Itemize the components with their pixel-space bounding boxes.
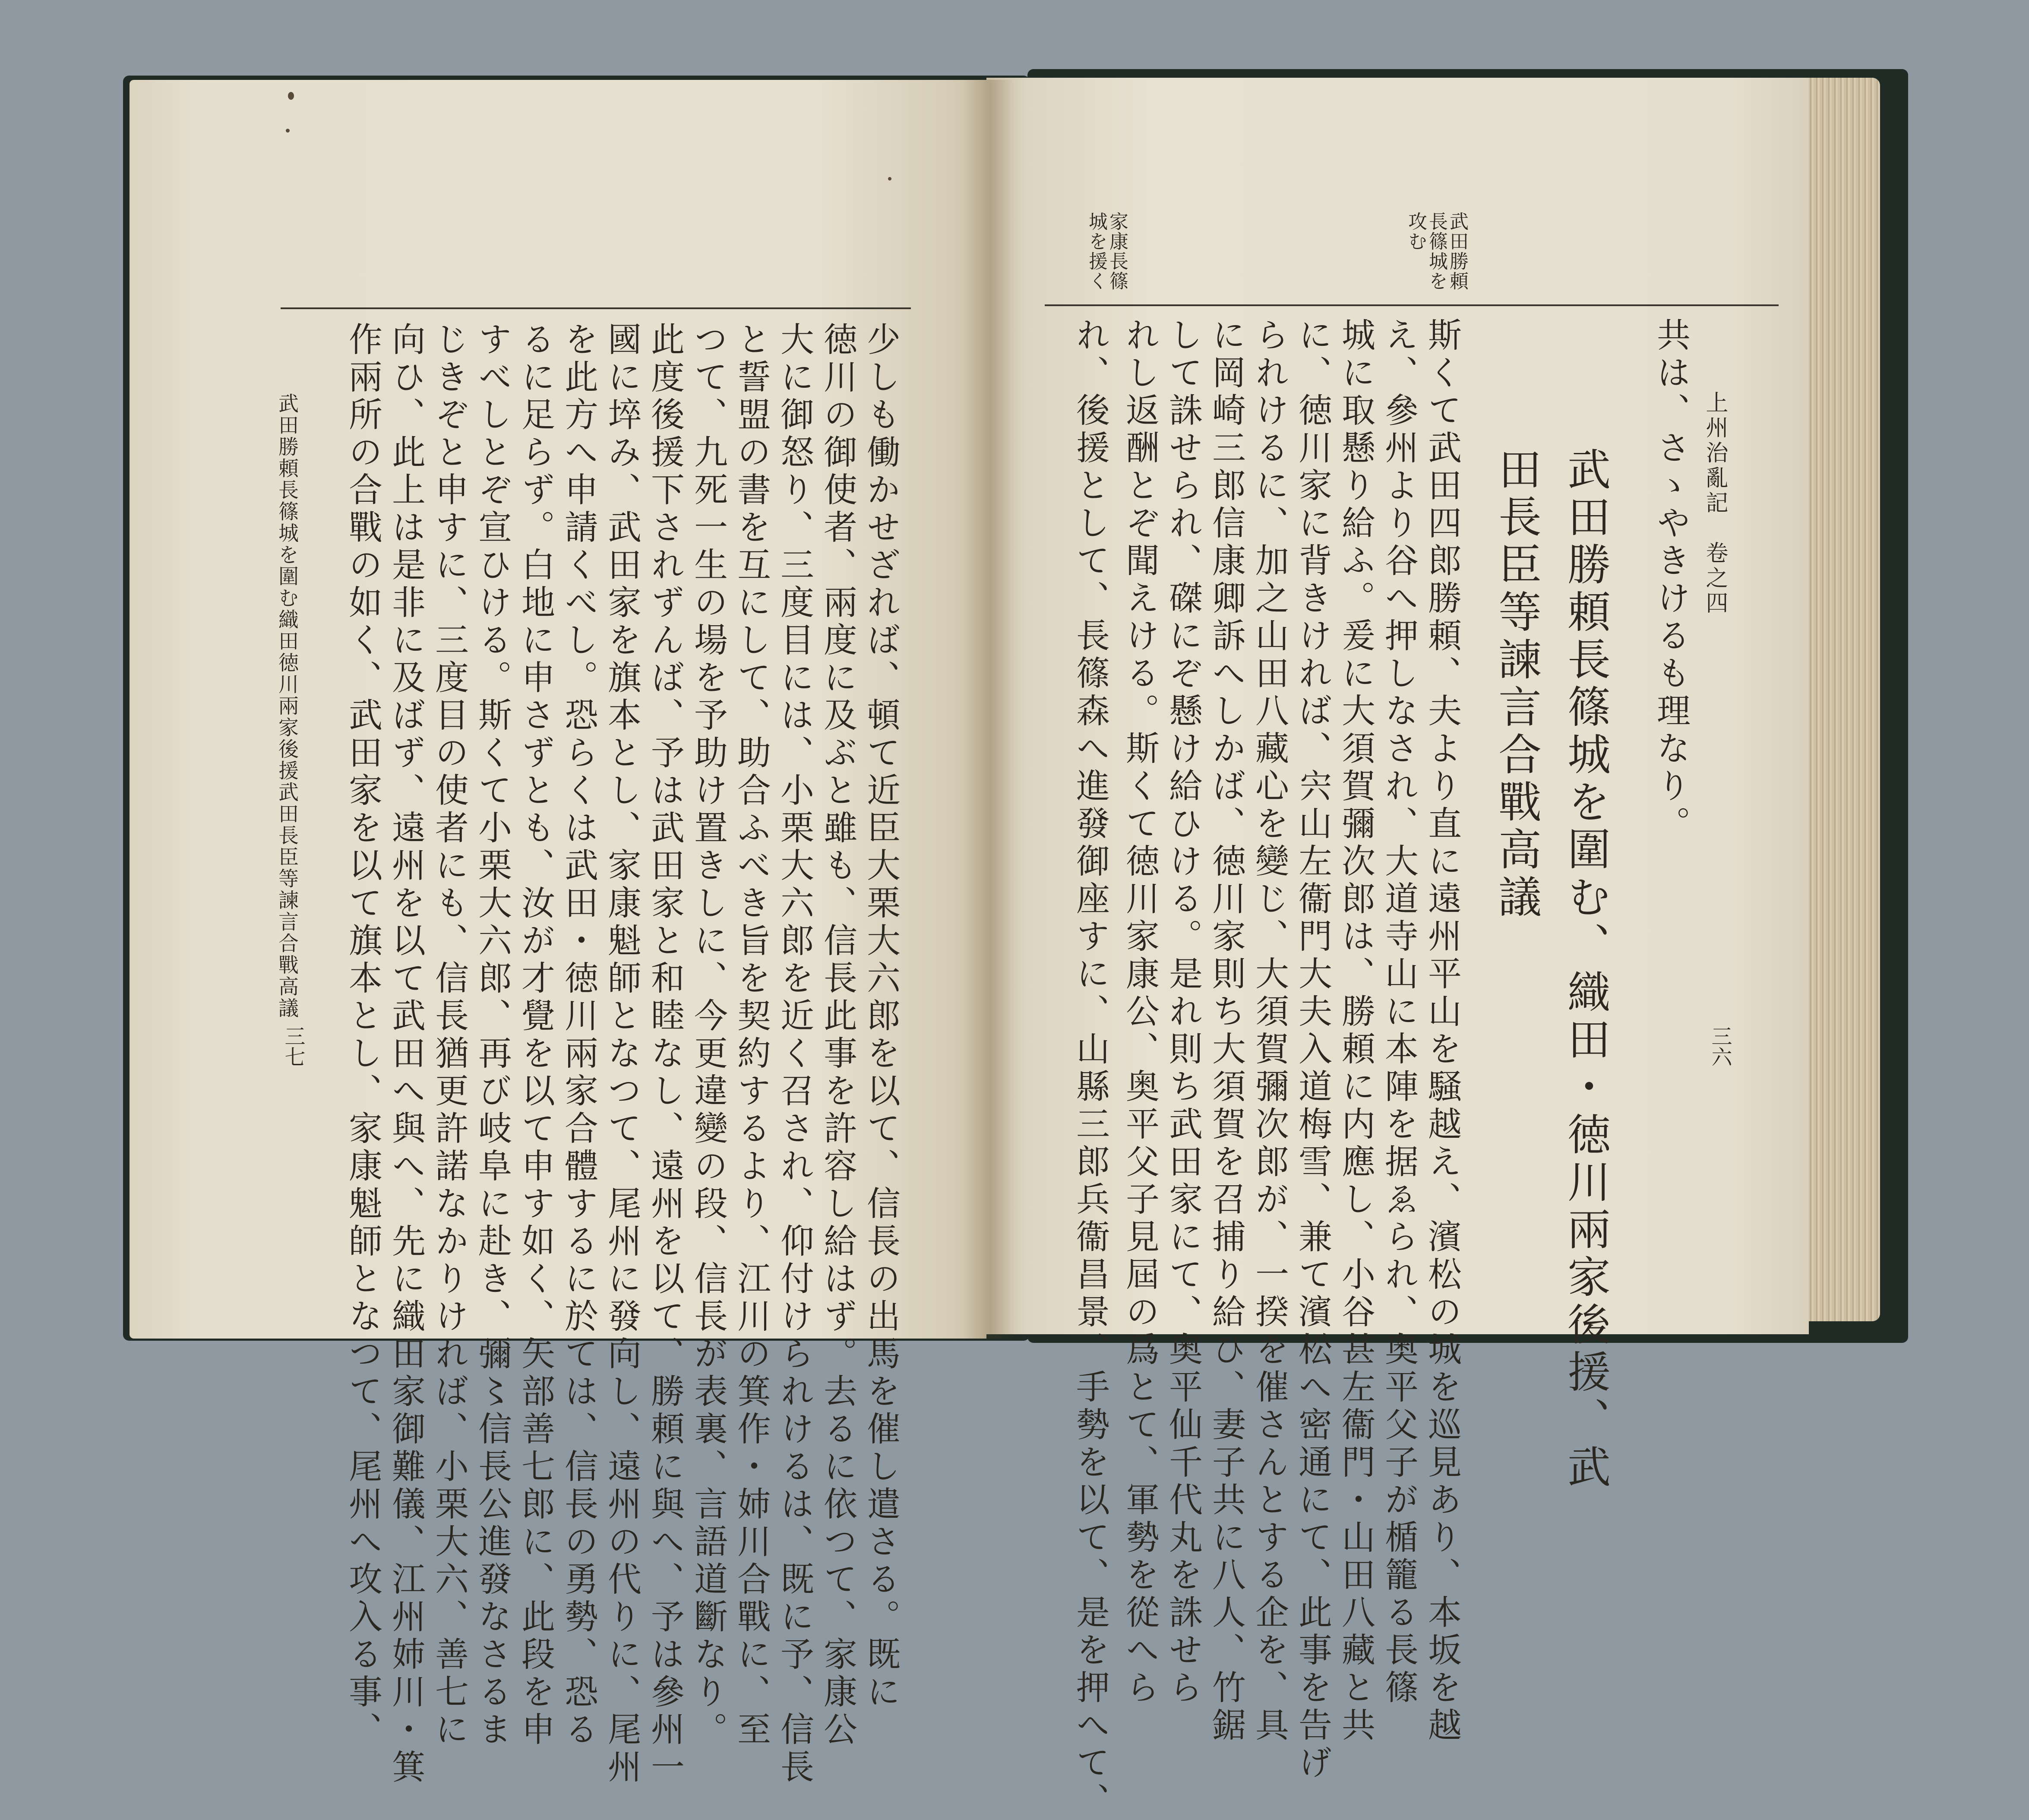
page-speck	[286, 129, 290, 133]
running-foot: 武田勝頼長篠城を圍む織田徳川兩家後援武田長臣等諫言合戰高議	[275, 393, 299, 1019]
text-line: るに足らず。白地に申さずとも、汝が才覺を以て申す如く、矢部善七郎に、此段を申	[516, 322, 555, 1749]
text-line: 國に埣み、武田家を旗本とし、家康魁師となつて、尾州に發向し、遠州の代りに、尾州	[602, 322, 641, 1787]
text-line: と誓盟の書を互にして、助合ふべき旨を契約するより、江川の箕作・姉川合戰に、至	[732, 322, 771, 1749]
text-line: れし返酬とぞ聞えける。斯くて徳川家康公、奥平父子見屆の爲とて、軍勢を從へら	[1120, 317, 1159, 1707]
text-line: 少しも働かせざれば、頓て近臣大栗大六郎を以て、信長の出馬を催し遣さる。既に	[861, 322, 900, 1712]
header-rule-right	[1045, 304, 1779, 306]
text-line: れ、後援として、長篠森へ進發御座すに、山縣三郎兵衞昌景、手勢を以て、是を押へて、	[1071, 317, 1109, 1820]
text-line: 斯くて武田四郎勝頼、夫より直に遠州平山を騒越え、濱松の城を巡見あり、本坂を越	[1422, 317, 1461, 1745]
header-rule-left	[281, 307, 911, 309]
side-note-1: 武田勝頼 長篠城を 攻む	[1405, 212, 1468, 291]
book-gutter	[963, 80, 1014, 1339]
section-title-line: 武田勝頼長篠城を圍む、織田・徳川兩家後援、武	[1560, 447, 1611, 1492]
page-speck	[288, 92, 294, 100]
text-line: え、參州より谷へ押しなされ、大道寺山に本陣を据ゑられ、奥平父子が楯籠る長篠	[1379, 317, 1418, 1707]
page-speck	[888, 177, 891, 180]
text-line: じきぞと申すに、三度目の使者にも、信長猶更許諾なかりければ、小栗大六、善七に	[430, 322, 468, 1749]
section-title-line: 田長臣等諫言合戰高議	[1491, 447, 1542, 922]
page-number-left: 三七	[281, 1026, 305, 1067]
text-line: を此方へ申請くべし。恐らくは武田・徳川兩家合體するに於ては、信長の勇勢、恐る	[559, 322, 598, 1749]
text-line: られけるに、加之山田八藏心を變じ、大須賀彌次郎が、一揆を催さんとする企を、具	[1250, 317, 1289, 1745]
text-line: して誅せられ、磔にぞ懸け給ひける。是れ則ち武田家にて、奥平仙千代丸を誅せら	[1163, 317, 1202, 1707]
text-line: に岡崎三郎信康卿訴へしかば、徳川家則ち大須賀を召捕り給ひ、妻子共に八人、竹鋸	[1207, 317, 1245, 1745]
text-line: 城に取懸り給ふ。爰に大須賀彌次郎は、勝頼に内應し、小谷甚左衞門・山田八藏と共	[1336, 317, 1375, 1745]
text-line: 作兩所の合戰の如く、武田家を以て旗本とし、家康魁師となつて、尾州へ攻入る事、	[343, 322, 382, 1749]
text-line: すべしとぞ宣ひける。斯くて小栗大六郎、再び岐阜に赴き、彌〻信長公進發なさるま	[473, 322, 512, 1749]
text-line: に、徳川家に背きければ、宍山左衞門大夫入道梅雪、兼て濱松へ密通にて、此事を告げ	[1293, 317, 1332, 1782]
side-note-2: 家康長篠 城を援く	[1085, 212, 1128, 291]
text-line: 此度後援下されずんば、予は武田家と和睦なし、遠州を以て、勝頼に與へ、予は參州一	[645, 322, 684, 1787]
running-head: 上州治亂記 卷之四	[1702, 391, 1728, 616]
text-line: 向ひ、此上は是非に及ばず、遠州を以て武田へ與へ、先に織田家御難儀、江州姉川・箕	[386, 322, 425, 1787]
page-number-right: 三六	[1708, 1026, 1732, 1067]
text-line: つて、九死一生の場を予助け置きしに、今更違變の段、信長が表裏、言語道斷なり。	[689, 322, 727, 1749]
text-line: 共は、さゝやきけるも理なり。	[1651, 317, 1690, 843]
text-line: 徳川の御使者、兩度に及ぶと雖も、信長此事を許容し給はず。去るに依つて、家康公	[818, 322, 857, 1749]
text-line: 大に御怒り、三度目には、小栗大六郎を近く召され、仰付けられけるは、既に予、信長	[775, 322, 814, 1787]
